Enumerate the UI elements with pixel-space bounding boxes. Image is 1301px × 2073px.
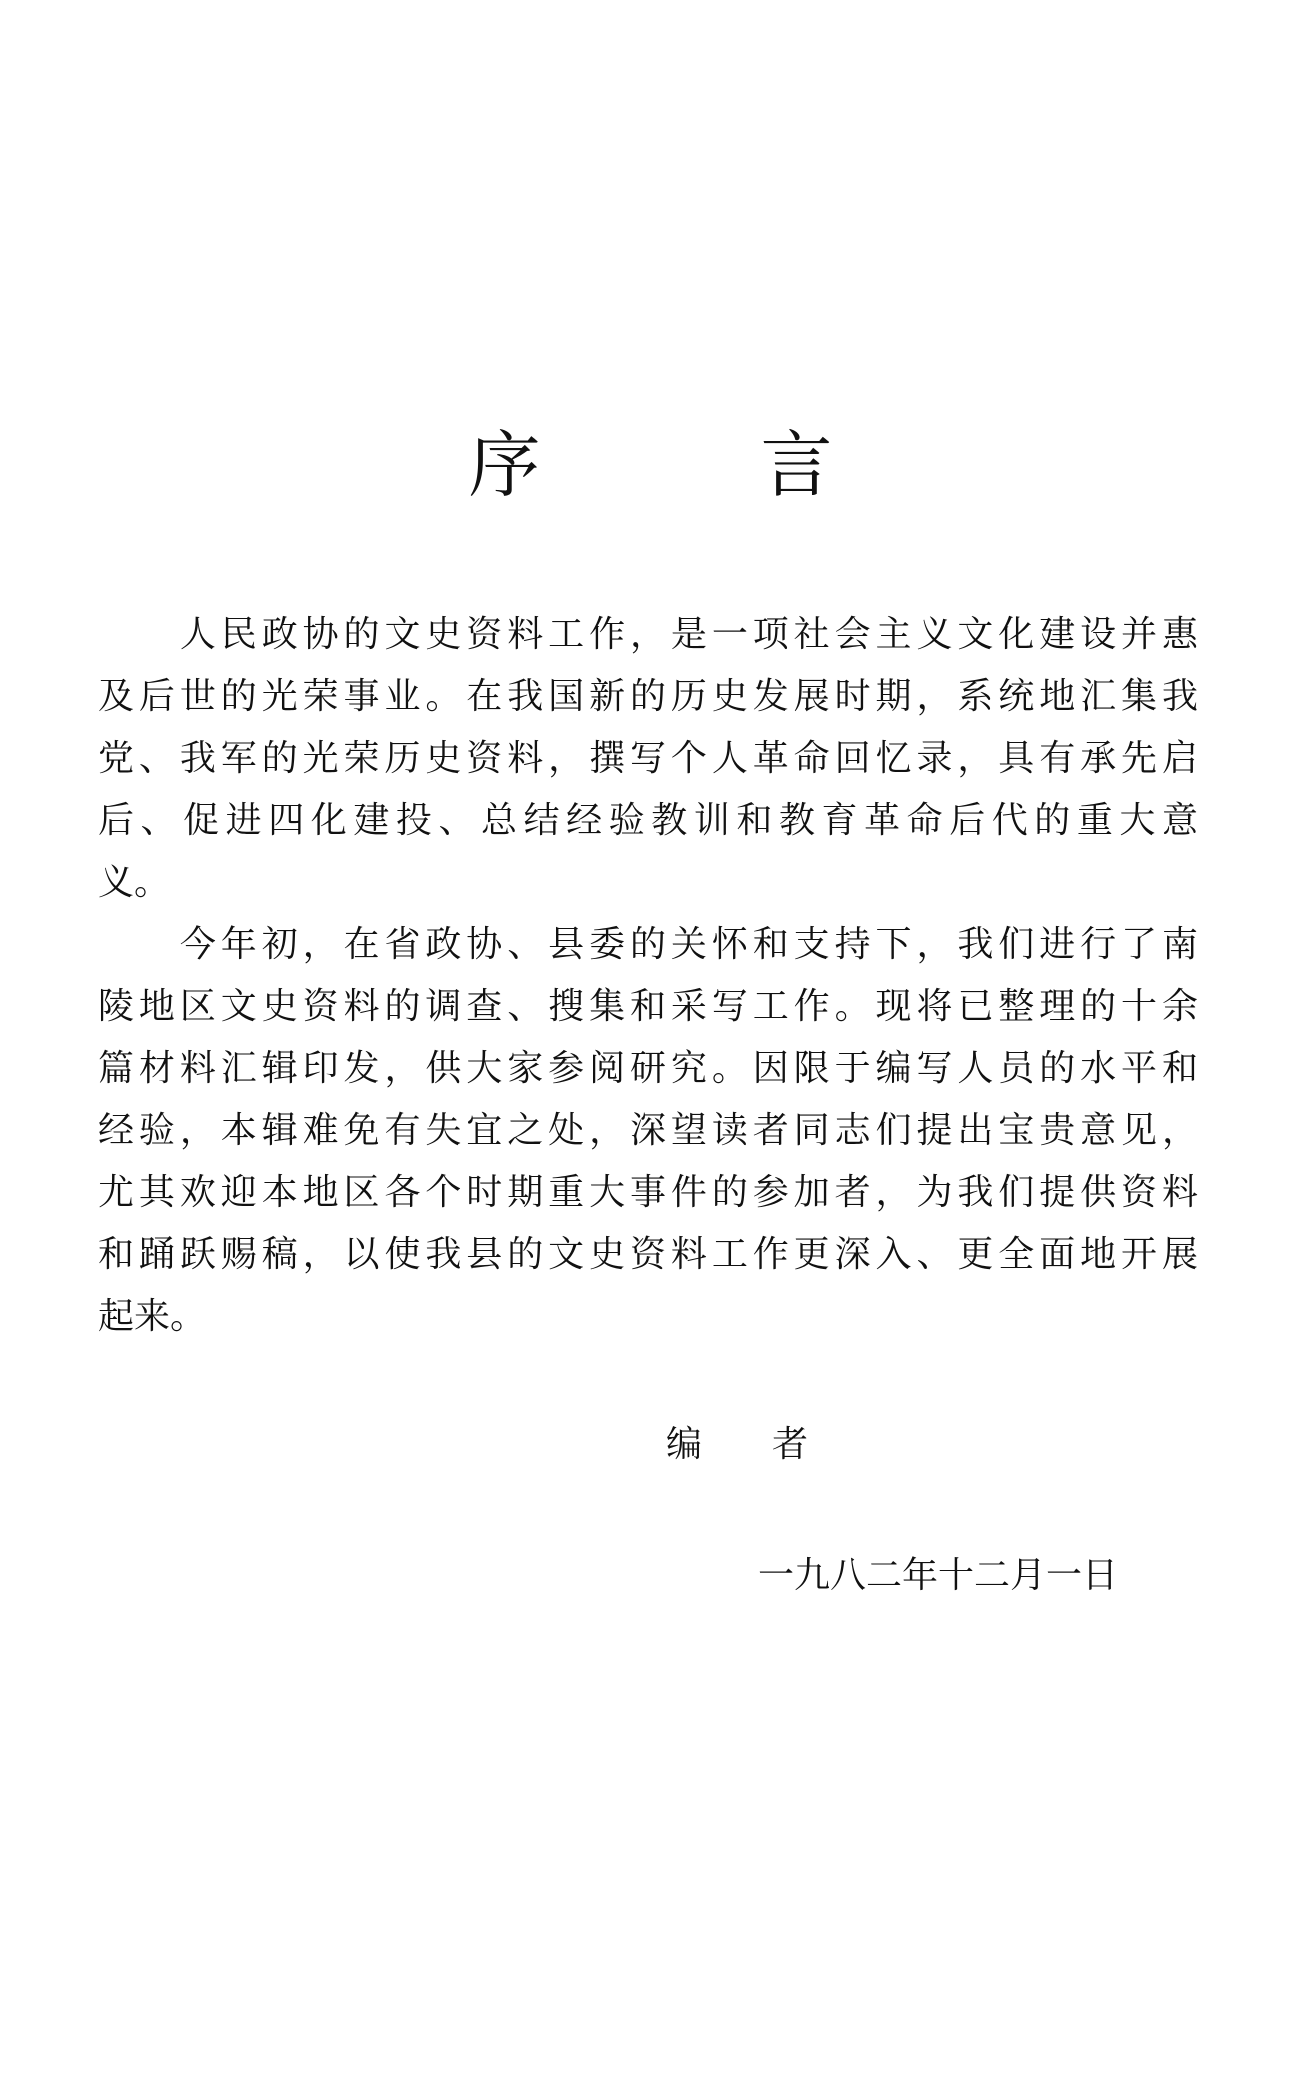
text-line: 人民政协的文史资料工作，是一项社会主义文化建设并惠 [98,614,1198,655]
text-line: 和踊跃赐稿，以使我县的文史资料工作更深入、更全面地开展 [98,1234,1198,1275]
text-line: 后、促进四化建投、总结经验教训和教育革命后代的重大意 [98,800,1198,841]
date-line: 一九八二年十二月一日 [758,1555,1119,1596]
paragraph-1 [98,604,1198,914]
text-line: 尤其欢迎本地区各个时期重大事件的参加者，为我们提供资料 [98,1172,1198,1213]
text-line: 经验，本辑难免有失宜之处，深望读者同志们提出宝贵意见， [98,1110,1198,1151]
text-line: 义。 [98,862,171,903]
text-line: 起来。 [98,1296,207,1337]
text-line: 党、我军的光荣历史资料，撰写个人革命回忆录，具有承先启 [98,738,1198,779]
page-title [0,420,1301,510]
preface-body [98,604,1198,1348]
title-char-2: 言 [760,423,833,507]
text-line: 及后世的光荣事业。在我国新的历史发展时期，系统地汇集我 [98,676,1198,717]
signature-char-1: 编 [666,1424,703,1465]
signature [666,1415,808,1475]
text-line: 今年初，在省政协、县委的关怀和支持下，我们进行了南 [98,924,1198,965]
paragraph-2 [98,914,1198,1348]
signature-char-2: 者 [772,1424,809,1465]
text-line: 篇材料汇辑印发，供大家参阅研究。因限于编写人员的水平和 [98,1048,1198,1089]
text-line: 陵地区文史资料的调查、搜集和采写工作。现将已整理的十余 [98,986,1198,1027]
title-char-1: 序 [468,423,541,507]
